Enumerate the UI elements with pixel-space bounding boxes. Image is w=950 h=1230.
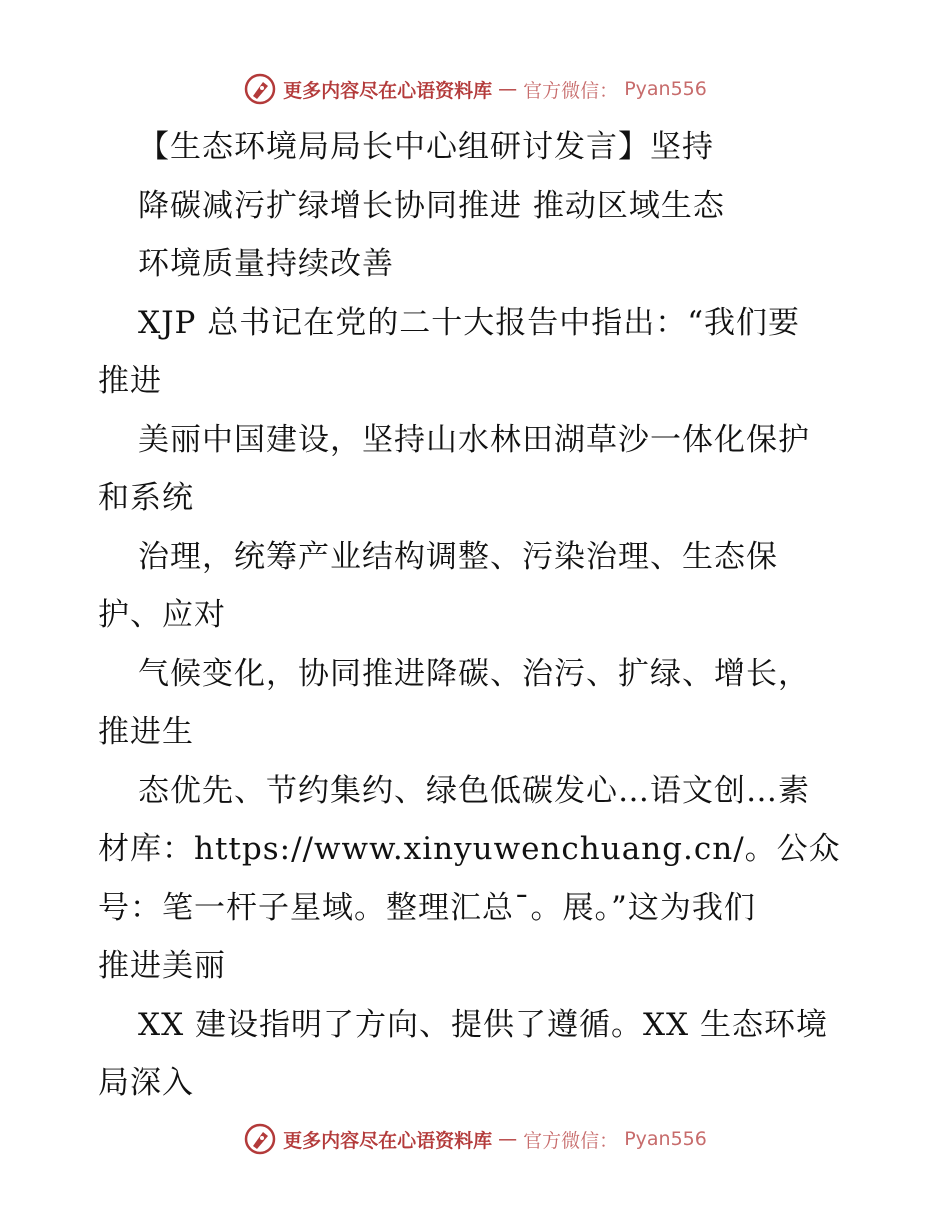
doc-title-line-1: 【生态环境局局长中心组研讨发言】坚持 xyxy=(138,129,714,165)
doc-line: 推进生 xyxy=(98,714,194,750)
doc-line: 治理，统筹产业结构调整、污染治理、生态保 xyxy=(138,538,778,575)
doc-line: 护、应对 xyxy=(98,597,226,633)
doc-line: XJP 总书记在党的二十大报告中指出：“我们要 xyxy=(138,304,801,341)
watermark-main-text: 更多内容尽在心语资料库 xyxy=(283,1129,493,1152)
watermark-sub-text: 官方微信： xyxy=(523,1129,619,1152)
doc-line: 材库：https://www.xinyuwenchuang.cn/。公众 xyxy=(98,831,841,867)
watermark-sub-text: 官方微信： xyxy=(523,79,619,102)
doc-line: 美丽中国建设，坚持山水林田湖草沙一体化保护 xyxy=(138,421,810,458)
doc-line: 推进美丽 xyxy=(98,948,226,984)
doc-title-line-2: 降碳减污扩绿增长协同推进 推动区域生态 xyxy=(138,187,725,224)
watermark-separator: — xyxy=(498,1128,518,1150)
watermark-main-text: 更多内容尽在心语资料库 xyxy=(283,79,493,102)
watermark-wechat-id: Pyan556 xyxy=(624,78,707,100)
doc-title-line-3: 环境质量持续改善 xyxy=(138,246,394,282)
doc-line: 局深入 xyxy=(98,1065,194,1101)
doc-line: 号：笔一杆子星域。整理汇总¯。展。”这为我们 xyxy=(98,889,756,926)
doc-line: 态优先、节约集约、绿色低碳发心…语文创…素 xyxy=(138,772,810,809)
watermark-separator: — xyxy=(498,78,518,100)
pen-nib-logo-icon xyxy=(243,72,277,106)
document-body xyxy=(98,118,858,1113)
footer-watermark xyxy=(0,1122,950,1156)
pen-nib-logo-icon xyxy=(243,1122,277,1156)
doc-line: 气候变化，协同推进降碳、治污、扩绿、增长， xyxy=(138,655,810,692)
header-watermark xyxy=(0,72,950,106)
watermark-wechat-id: Pyan556 xyxy=(624,1128,707,1150)
doc-line: XX 建设指明了方向、提供了遵循。XX 生态环境 xyxy=(138,1006,828,1043)
doc-line: 推进 xyxy=(98,363,162,399)
doc-line: 和系统 xyxy=(98,480,194,516)
